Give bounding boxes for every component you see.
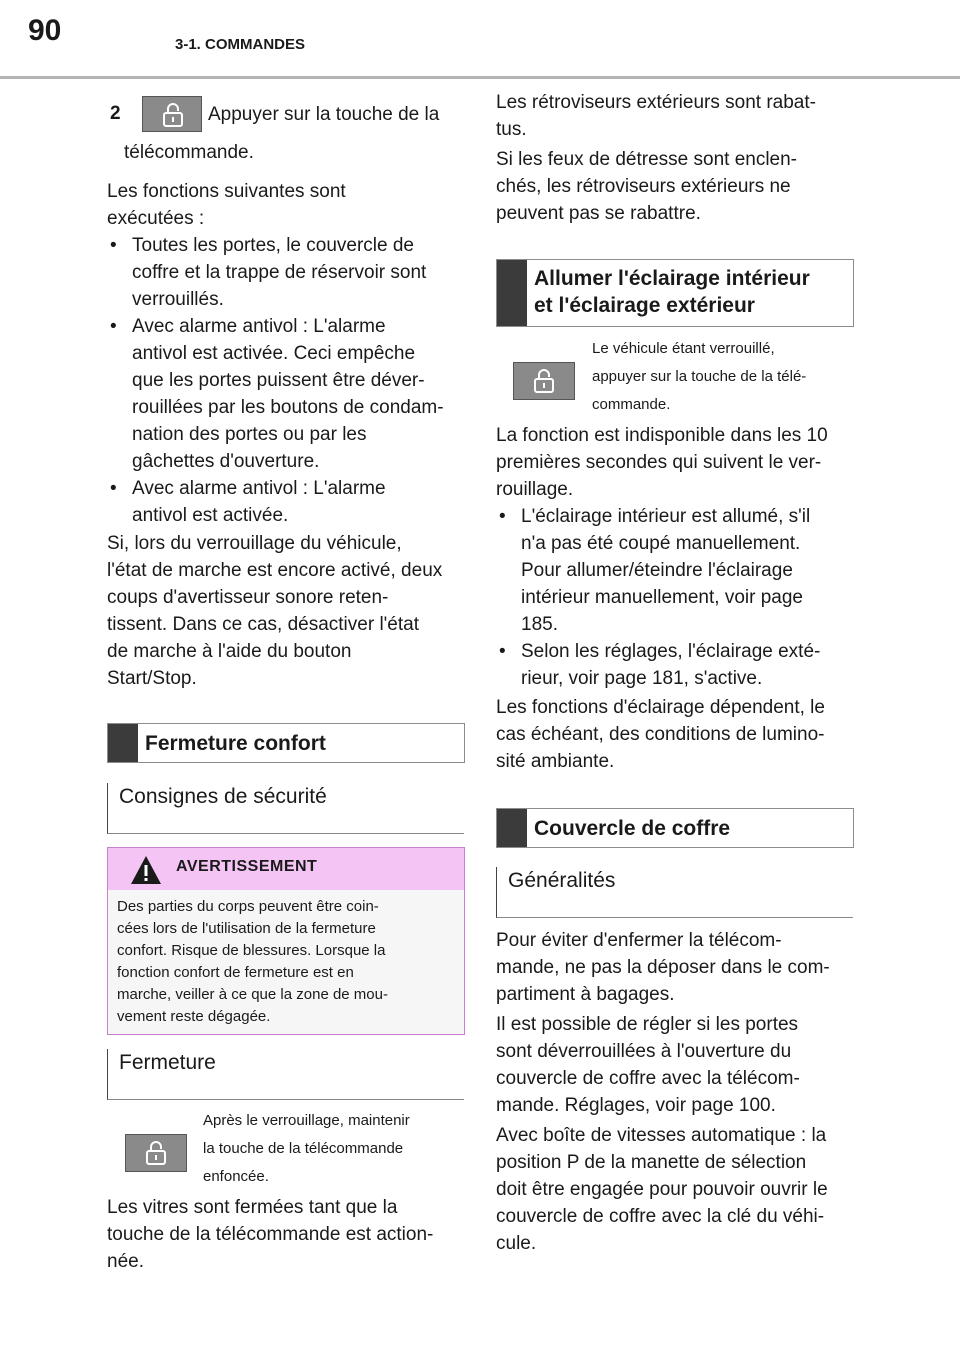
lock-icon [145, 1140, 167, 1166]
lock-button-image [125, 1134, 187, 1172]
paragraph-pour-eviter: Pour éviter d'enfermer la télécom- mande, ne pas la déposer dans le com- partiment à bagages. [496, 930, 830, 1005]
bullet-item: • Avec alarme antivol : L'alarme antivol est activée. [110, 478, 386, 526]
step-number: 2 [110, 103, 121, 124]
paragraph-fonctions-eclairage: Les fonctions d'éclairage dépendent, le cas échéant, des conditions de lumino- sité ambiante. [496, 697, 825, 772]
section-title: 3-1. COMMANDES [175, 36, 306, 53]
page-number: 90 [28, 14, 62, 47]
step-text-line1: Appuyer sur la touche de la [208, 104, 440, 125]
paragraph-si: Si, lors du verrouillage du véhicule, l'état de marche est encore activé, deux coups d'avertisseur sonore reten- tissent. Dans ce cas, désactiver l'état de marche à l'aide du bouton Start/Stop. [107, 533, 443, 689]
paragraph-fonction: La fonction est indisponible dans les 10 premières secondes qui suivent le ver- rouillage. [496, 425, 828, 500]
warning-text: Des parties du corps peuvent être coin- cées lors de l'utilisation de la fermeture confort. Risque de blessures. Lorsque la fonction confort de fermeture est en marche, veiller à ce que la zone de mou- vement reste dégagée. [117, 898, 388, 1025]
heading-bar [497, 809, 527, 847]
subheading-consignes: Consignes de sécurité [107, 783, 464, 834]
warning-triangle-icon [129, 854, 163, 886]
vehicule-text: Le véhicule étant verrouillé, appuyer sur la touche de la télé- commande. [592, 340, 807, 413]
paragraph-il-est: Il est possible de régler si les portes sont déverrouillées à l'ouverture du couvercle de coffre avec la télécom- mande. Réglages, voir page 100. [496, 1014, 800, 1116]
heading-fermeture-confort: Fermeture confort [107, 723, 465, 763]
intro-paragraph: Les fonctions suivantes sont exécutées : [107, 181, 346, 229]
bullet-item: • L'éclairage intérieur est allumé, s'il n'a pas été coupé manuellement. Pour allumer/éteindre l'éclairage intérieur manuellement, voir page 185. [499, 506, 811, 635]
warning-title: AVERTISSEMENT [176, 858, 318, 875]
paragraph-avec-boite: Avec boîte de vitesses automatique : la position P de la manette de sélection doit être engagée pour pouvoir ouvrir le couvercle de coffre avec la clé du véhi- cule. [496, 1125, 828, 1254]
lock-icon [162, 102, 184, 128]
heading-couvercle-coffre: Couvercle de coffre [496, 808, 854, 848]
warning-header [108, 848, 464, 890]
apres-text: Après le verrouillage, maintenir la touche de la télécommande enfoncée. [203, 1112, 410, 1185]
bullet-item: • Selon les réglages, l'éclairage exté- rieur, voir page 181, s'active. [499, 641, 821, 689]
bullet-item: • Avec alarme antivol : L'alarme antivol est activée. Ceci empêche que les portes puissent être déver- rouillées par les boutons de condam- nation des portes ou par les gâchettes d'ouverture. [110, 316, 444, 472]
paragraph-feux: Si les feux de détresse sont enclen- chés, les rétroviseurs extérieurs ne peuvent pas se rabattre. [496, 149, 798, 224]
heading-bar [497, 260, 527, 326]
header-divider [0, 76, 960, 79]
subheading-fermeture: Fermeture [107, 1049, 464, 1100]
lock-icon [533, 368, 555, 394]
lock-button-image [513, 362, 575, 400]
paragraph-retro: Les rétroviseurs extérieurs sont rabat- tus. [496, 92, 816, 140]
page-header [0, 0, 960, 80]
heading-bar [108, 724, 138, 762]
heading-allumer-eclairage: Allumer l'éclairage intérieur et l'éclairage extérieur [496, 259, 854, 327]
paragraph-vitres: Les vitres sont fermées tant que la touche de la télécommande est action- née. [107, 1197, 434, 1272]
lock-button-image [142, 96, 202, 132]
step-text-line2: télécommande. [124, 142, 254, 163]
subheading-generalites: Généralités [496, 867, 853, 918]
warning-box [107, 847, 465, 1035]
bullet-item: • Toutes les portes, le couvercle de coffre et la trappe de réservoir sont verrouillés. [110, 235, 427, 310]
